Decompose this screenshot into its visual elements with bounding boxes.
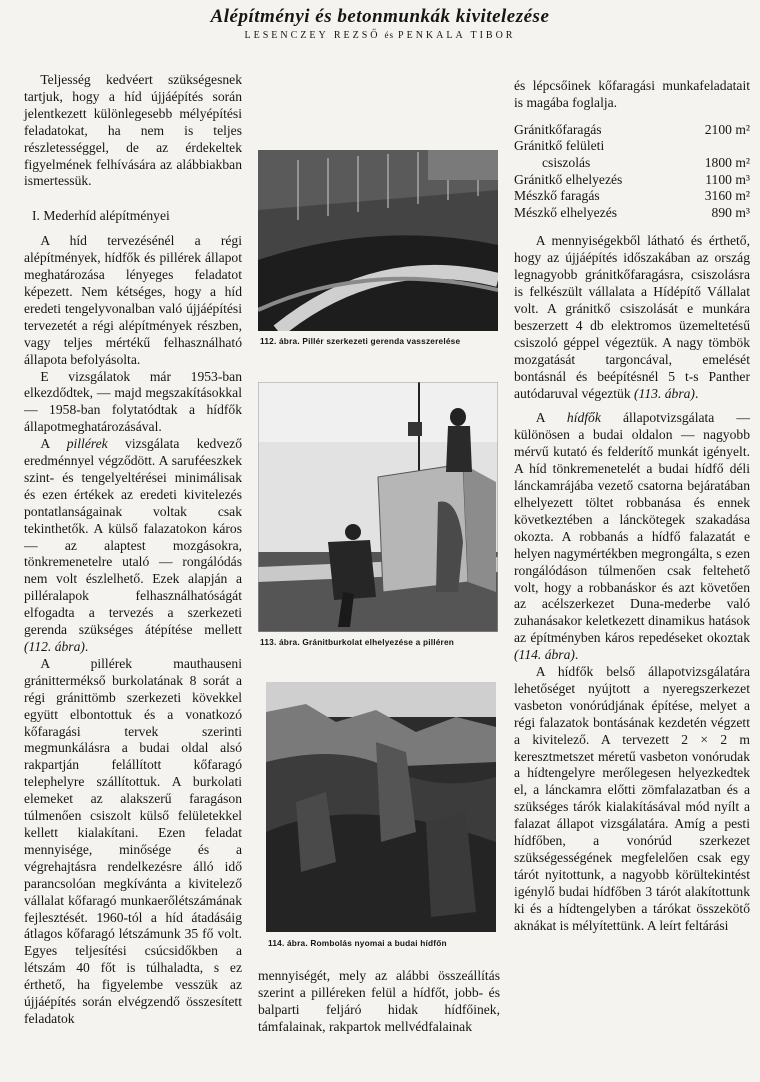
text-run: állapotvizsgálata — különösen a budai oldalon — nagyobb mérvű kutató és felderítő munkát igényelt. A híd tönkremenetelét a budai hídfő déli lánckamrájába vezető csatorna bejáratában elhelyezett töltet robbanása és ennek következtében a lánckötegek szakadása okozta. A robbanás a hídfő falazatát e helyen nagymértékben megrongálta, s ezen rongálódáson túlmenően csak feltehető volt, hogy a robbanáskor és azt követően az acélszerkezet Duna-mederbe való zuhanásakor keletkezett dinamikus hatások az építményben káros repedéseket okoztak [514,410,750,646]
text-run: . [574,647,579,663]
text-column-middle [258,968,500,1036]
table-row [514,122,750,139]
table-row [514,155,750,172]
table-cell-label: csiszolás [542,155,591,170]
table-cell-label: Mészkő elhelyezés [514,204,618,220]
table-cell-value: 1100 m³ [705,171,750,187]
figure-112-caption: 112. ábra. Pillér szerkezeti gerenda vasszerelése [260,336,461,346]
author-2: PENKALA TIBOR [398,30,516,41]
authors-line [0,30,760,41]
table-cell-value: 890 m³ [711,204,750,220]
text-run: A [40,436,67,452]
figure-113-caption: 113. ábra. Gránitburkolat elhelyezése a pilléren [260,637,455,647]
table-cell-value: 2100 m² [704,121,750,137]
table-row [514,205,750,222]
text-run: vizsgálata kedvező eredménnyel végződött. A saruféeszkek szint- és tengelyeltérései minimálisak és ezen értékek az eredeti kivitelezés pontatlanságainak voltak csak tekinthetők. A külső falazatokon káros — az alaptest mozgásokra, tönkremenetelre utaló — rongálódás nem volt észlelhető. Ezek alapján a pilléralapok felhasználhatóságát elfogadta a tervezés a szerkezeti gerenda szükséges átépítése mellett [24,436,242,638]
emphasis: hídfők [566,410,601,426]
figure-reference: (112. ábra) [24,639,85,654]
paragraph: mennyiségét, mely az alábbi összeállítás szerint a pilléreken felül a hídfőt, jobb- és balparti feljáró hidak hídfőinek, támfalainak, rakpartok mellvédfalainak [258,968,500,1034]
quantity-table [514,122,750,222]
table-row [514,188,750,205]
figure-114-caption: 114. ábra. Rombolás nyomai a budai hídfőn [268,938,447,948]
paragraph [514,410,750,664]
text-column-right [514,78,750,935]
paragraph: A hídfők belső állapotvizsgálatára lehetőséget nyújtott a nyeregszerkezet vasbeton vonórúdjának építése, melyet a régi falazatok bontásának kezdetén végzett a kivitelező. A tervezett 2 × 2 m keresztmetszet méretű vasbeton vonórudak a hídtengelyre merőlegesen helyezkedtek el, a lánckamra előtti zömfalazatban és a szükséges tárók kialakításával mód nyílt a falazat állapot vizsgálatára. Amíg a pesti hídfőben, a vonórúd szerkezet szükségességének megfelelően csak egy tárót nyitottunk, a nagyobb körültekintést igénylő budai hídfőben 3 tárót alakítottunk ki és a hídtengelyben a tárókat összekötő aknákat is mélyítettünk. A leírt feltárási [514,664,750,933]
paragraph-intro: Teljesség kedvéert szükségesnek tartjuk, hogy a híd újjáépítés során jelentkezett különlegesebb mélyépítési feladatokat, ha nem is teljes részletességgel, de az érdekeltek figyelmének felhívására az alábbiakban ismertessük. [24,72,242,189]
author-1: LESENCZEY REZSŐ [244,30,381,41]
table-cell-label: Mészkő faragás [514,188,600,204]
section-heading: I. Mederhíd alépítményei [32,208,170,224]
table-cell-label: Gránitkő felületi [514,138,605,154]
paragraph: és lépcsőinek kőfaragási munkafeladatait is magába foglalja. [514,78,750,110]
paragraph [514,233,750,402]
paragraph: A híd tervezésénél a régi alépítmények, hídfők és pillérek állapot meghatározása lényeges feladatot képezett. Nem kétséges, hogy a híd eredeti tengelyvonalban való újjáépítési tervezetét a régi alépítmények részben, vagy teljes mértékű felhasználható állapota befolyásolta. [24,233,242,367]
authors-conjunction: és [384,30,395,40]
table-row [514,138,750,155]
table-row [514,172,750,189]
text-run: . [84,639,89,654]
figure-reference: (114. ábra) [514,647,575,663]
paragraph: E vizsgálatok már 1953-ban elkezdődtek, — majd megszakításokkal — 1958-ban folytatódtak a hídfők állapotmeghatározásával. [24,368,242,435]
text-run: . [694,385,699,401]
article-title: Alépítményi és betonmunkák kivitelezése [210,6,550,27]
figure-reference: (113. ábra) [634,385,695,401]
table-cell-label: Gránitkő elhelyezés [514,171,623,187]
table-cell-value [680,138,750,155]
table-cell-label: Gránitkőfaragás [514,121,602,137]
figure-112-photo [258,150,498,331]
paragraph [24,436,242,656]
text-column-left [24,72,242,1028]
text-run: A [535,410,567,426]
emphasis: pillérek [66,436,108,452]
paragraph: A pillérek mauthauseni gránittermékső burkolatának 8 sorát a régi gránittömb szerkezeti kövekkel együtt elbontottuk és a vonatkozó kőfaragási tervek szerinti megmunkálásra a budai oldal alsó rakpartján felállított kőfaragó telephelyre szállítottuk. A burkolati elemeket az alakszerű faragáson túlmenően csiszolt külső felületekkel kellett kialakítani. Ezen feladat mennyisége, minősége és a végrehajtásra rendelkezésre álló idő parancsolóan megkívánta a kivitelező vállalat kőfaragó munkaerőlétszámának fejlesztését. 1960-tól a híd átadásáig átlagos kőfaragó létszámunk 35 fő volt. Egyes teljesítési csúcsidőkben a létszám 40 főt is túlhaladta, s ez érthető, ha figyelembe vesszük az újjáépítés során elvégzendő összesített feladatok [24,655,242,1026]
table-cell-value: 3160 m² [704,188,750,204]
table-cell-value: 1800 m² [704,155,750,170]
figure-114-photo [266,682,496,932]
text-run: A mennyiségekből látható és érthető, hogy az újjáépítés időszakában az ország legnagyobb gránitkőfaragásra, csiszolásra is felkészült vállalata a Hídépítő Vállalat volt. A gránitkő csiszolását e munkára beszerzett 4 db elektromos üzemeltetésű csiszoló géppel végeztük. A nagy tömbök mozgatását targoncával, emelését bontásnál és beépítésnél 5 t-s Panther autódaruval végeztük [514,233,750,401]
figure-113-photo [258,382,498,632]
